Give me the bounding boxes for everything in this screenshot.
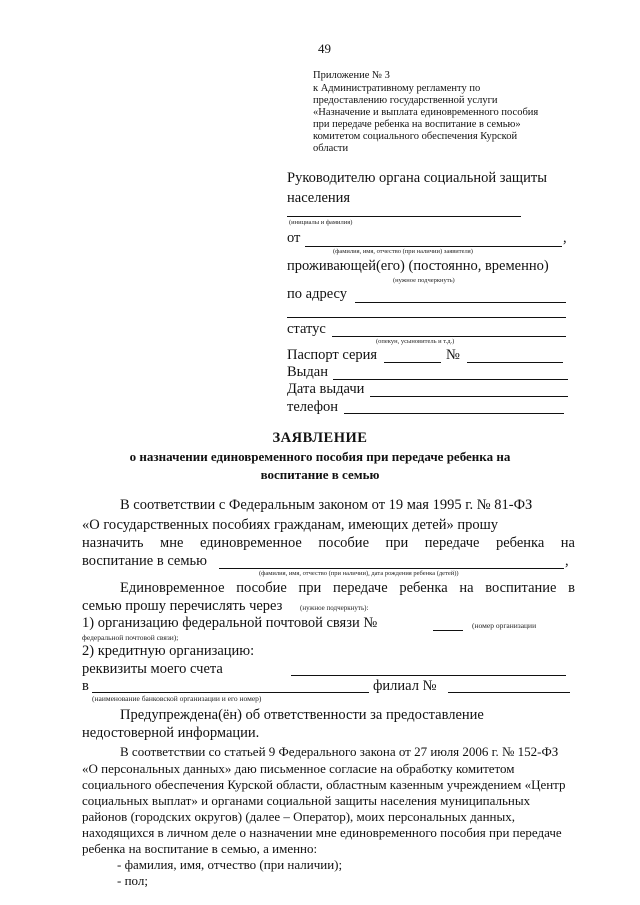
option-postal: 1) организацию федеральной почтовой связи № [82,615,378,631]
hint-status: (опекун, усыновитель и т.д.) [376,338,455,345]
initials-blank[interactable] [287,216,521,217]
opt1-hint: федеральной почтовой связи); [82,633,179,642]
status-blank[interactable] [332,336,566,337]
page-number: 49 [318,41,331,56]
phone-label: телефон [287,399,339,415]
issue-date-blank[interactable] [370,396,568,397]
body-line: Единовременное пособие при передаче ребенка на воспитание в [120,580,575,596]
from-comma: , [563,230,567,246]
passport-number-sign: № [446,347,460,363]
body-line: семью прошу перечислять через [82,598,283,614]
hint-bank: (наименование банковской организации и его номер) [92,694,262,703]
bank-in-label: в [82,678,89,694]
consent-line: «О персональных данных» даю письменное согласие на обработку комитетом [82,761,515,776]
account-blank[interactable] [291,675,566,676]
appendix-line: «Назначение и выплата единовременного пособия [313,107,539,118]
appendix-line: области [313,143,349,154]
phone-blank[interactable] [344,413,564,414]
bank-name-blank[interactable] [92,692,369,693]
appendix-line: комитетом социального обеспечения Курской [313,131,518,142]
body-line: назначить мне единовременное пособие при передаче ребенка на [82,535,575,551]
addressee-line: Руководителю органа социальной защиты [287,170,547,186]
appendix-line: при передаче ребенка на воспитание в семью» [313,119,521,130]
opt1-hint: (номер организации [472,621,537,630]
warning-line: недостоверной информации. [82,725,260,741]
branch-blank[interactable] [448,692,570,693]
document-subtitle: воспитание в семью [260,467,380,482]
body-line: «О государственных пособиях гражданам, имеющих детей» прошу [82,517,499,533]
consent-line: ребенка на воспитание в семью, а именно: [82,841,318,856]
hint-fio: (фамилия, имя, отчество (при наличии) заявителя) [333,248,473,255]
passport-series-blank[interactable] [384,362,441,363]
appendix-line: предоставлению государственной услуги [313,95,498,106]
applicant-name-blank[interactable] [305,246,562,247]
address-blank[interactable] [355,302,566,303]
address-blank-2[interactable] [287,317,566,318]
child-info-blank[interactable] [219,568,564,569]
issued-blank[interactable] [333,379,568,380]
addressee-line: населения [287,190,351,206]
consent-line: районов (городских округов) (далее – Оператор), моих персональных данных, [82,809,515,824]
hint-child: (фамилия, имя, отчество (при наличии), дата рождения ребенка (детей)) [259,570,459,577]
option-bank: 2) кредитную организацию: [82,643,255,659]
appendix-line: к Административному регламенту по [313,83,481,94]
issue-date-label: Дата выдачи [287,381,365,397]
hint-underline-2: (нужное подчеркнуть): [300,604,369,612]
consent-line: находящихся в личном деле о назначении мне единовременного пособия при передаче [82,825,562,840]
postal-number-blank[interactable] [433,630,463,631]
issued-label: Выдан [287,364,328,380]
branch-label: филиал № [373,678,437,694]
body-line: воспитание в семью [82,553,207,569]
passport-label: Паспорт серия [287,347,378,363]
from-label: от [287,230,301,246]
status-label: статус [287,321,326,337]
residing-label: проживающей(его) (постоянно, временно) [287,258,549,274]
address-label: по адресу [287,286,347,302]
list-item: - пол; [117,873,148,888]
document-title: ЗАЯВЛЕНИЕ [272,430,368,446]
passport-number-blank[interactable] [467,362,563,363]
account-label: реквизиты моего счета [82,661,223,677]
consent-line: В соответствии со статьей 9 Федерального закона от 27 июля 2006 г. № 152-ФЗ [120,744,559,759]
document-subtitle: о назначении единовременного пособия при передаче ребенка на [129,449,511,464]
list-item: - фамилия, имя, отчество (при наличии); [117,857,343,872]
hint-initials: (инициалы и фамилия) [289,219,353,226]
body-line: В соответствии с Федеральным законом от 19 мая 1995 г. № 81-ФЗ [120,497,533,513]
appendix-line: Приложение № 3 [313,70,390,81]
hint-underline: (нужное подчеркнуть) [393,277,455,284]
warning-line: Предупреждена(ён) об ответственности за предоставление [120,707,484,723]
body-comma: , [565,553,569,569]
consent-line: социального обеспечения Курской области, областным казенным учреждением «Центр [82,777,566,792]
consent-line: социальных выплат» и органами социальной защиты населения муниципальных [82,793,531,808]
